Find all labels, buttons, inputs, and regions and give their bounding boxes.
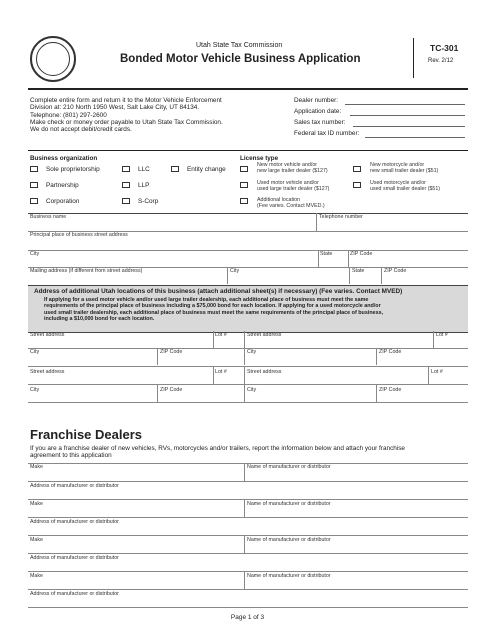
field-rule	[28, 589, 468, 590]
label-line: New motor vehicle and/or	[257, 162, 318, 168]
license-heading: License type	[240, 155, 279, 162]
organization-heading: Business organization	[30, 155, 98, 162]
state-label: State	[320, 251, 333, 257]
manufacturer-address-label: Address of manufacturer or distributor	[30, 483, 119, 489]
field-rule	[28, 213, 468, 214]
label-line: New motorcycle and/or	[370, 162, 425, 168]
sales-tax-number-label: Sales tax number:	[294, 119, 346, 126]
additional-location-label	[257, 198, 325, 210]
field-divider	[244, 384, 245, 402]
page-number: Page 1 of 3	[230, 614, 265, 621]
field-divider	[316, 213, 317, 231]
llc-checkbox[interactable]	[122, 166, 130, 172]
instruction-line: Telephone: (801) 297-2600	[30, 111, 107, 119]
additional-locations-heading: Address of additional Utah locations of this business (attach additional sheet(s) if necessary) (Fee varies. Contact MVED)	[34, 288, 403, 295]
used-motorcycle-label	[370, 181, 440, 193]
used-motor-vehicle-label	[257, 181, 329, 193]
zip-label: ZIP Code	[160, 349, 183, 355]
dealer-number-label: Dealer number:	[294, 97, 339, 104]
additional-location-checkbox[interactable]	[240, 198, 248, 204]
field-divider	[213, 331, 214, 348]
lot-label: Lot #	[436, 332, 448, 338]
s-corp-checkbox[interactable]	[122, 198, 130, 204]
field-rule	[28, 384, 468, 385]
label-line: used small trailer dealer ($51)	[370, 185, 441, 192]
instructions	[30, 97, 290, 134]
lot-label: Lot #	[215, 369, 227, 375]
new-motorcycle-checkbox[interactable]	[353, 166, 361, 172]
make-label: Make	[30, 464, 43, 470]
additional-locations-note	[44, 297, 466, 323]
corporation-label: Corporation	[46, 198, 80, 205]
manufacturer-address-label: Address of manufacturer or distributor	[30, 519, 119, 525]
city-label: City	[247, 387, 257, 393]
used-motor-vehicle-checkbox[interactable]	[240, 182, 248, 188]
partnership-checkbox[interactable]	[30, 182, 38, 188]
field-rule	[28, 366, 468, 367]
franchise-heading: Franchise Dealers	[30, 427, 143, 442]
field-divider	[157, 348, 158, 365]
zip-label: ZIP Code	[379, 349, 402, 355]
make-label: Make	[30, 537, 43, 543]
make-label: Make	[30, 501, 43, 507]
field-rule	[28, 481, 468, 482]
zip-label: ZIP Code	[379, 387, 402, 393]
field-divider	[244, 366, 245, 384]
field-divider	[157, 384, 158, 402]
entity-change-label: Entity change	[187, 166, 226, 173]
field-divider	[381, 267, 382, 284]
field-rule	[28, 517, 468, 518]
instruction-line: Complete entire form and return it to the Motor Vehicle Enforcement	[30, 97, 222, 104]
field-rule	[28, 571, 468, 572]
new-motor-vehicle-label	[257, 163, 328, 175]
field-divider	[244, 571, 245, 589]
field-divider	[428, 366, 429, 384]
dealer-number-field[interactable]	[345, 104, 465, 105]
field-divider	[376, 384, 377, 402]
intro-line: If you are a franchise dealer of new vehicles, RVs, motorcycles and/or trailers, report the information below and attach your franchise	[30, 445, 405, 452]
field-rule	[28, 553, 468, 554]
field-rule	[28, 250, 468, 251]
agency-name: Utah State Tax Commission	[196, 42, 283, 49]
label-line: (Fee varies. Contact MVED.)	[257, 202, 325, 209]
llc-label: LLC	[138, 166, 150, 173]
instruction-line: We do not accept debit/credit cards.	[30, 126, 132, 134]
instruction-line: Make check or money order payable to Utah State Tax Commission.	[30, 119, 223, 127]
manufacturer-name-label: Name of manufacturer or distributor	[247, 537, 331, 543]
note-line: including a $10,000 bond for each location.	[44, 316, 155, 323]
field-divider	[376, 348, 377, 365]
llp-label: LLP	[138, 182, 150, 189]
federal-tax-id-field[interactable]	[365, 137, 465, 138]
principal-address-label: Principal place of business street address	[30, 232, 128, 238]
note-line: If applying for a used motor vehicle and/or used large trailer dealership, each additional place of business must meet the same	[44, 297, 369, 303]
manufacturer-name-label: Name of manufacturer or distributor	[247, 573, 331, 579]
street-address-label: Street address	[247, 369, 282, 375]
note-line: used small trailer dealership, each additional place of business must meet the same requirements of the principal place of business,	[44, 309, 384, 316]
section-rule	[28, 150, 468, 151]
header-rule	[28, 88, 468, 90]
form-revision: Rev. 2/12	[428, 58, 454, 64]
field-divider	[244, 463, 245, 481]
partnership-label: Partnership	[46, 182, 79, 189]
field-divider	[433, 331, 434, 348]
state-seal-inner-icon	[36, 42, 70, 76]
intro-line: agreement to this application	[30, 452, 112, 460]
field-divider	[227, 267, 228, 284]
manufacturer-address-label: Address of manufacturer or distributor	[30, 591, 119, 597]
lot-label: Lot #	[431, 369, 443, 375]
zip-label: ZIP Code	[350, 251, 373, 257]
label-line: Used motorcycle and/or	[370, 180, 426, 186]
header-divider	[413, 38, 414, 78]
street-address-label: Street address	[30, 332, 65, 338]
label-line: used large trailer dealer ($127)	[257, 185, 330, 192]
street-address-label: Street address	[30, 369, 65, 375]
field-rule	[28, 499, 468, 500]
mailing-city-label: City	[230, 268, 240, 274]
field-rule	[28, 607, 468, 608]
note-line: requirements of the principal place of business including a $75,000 bond for each location. If applying for a used motorcycle and/or	[44, 303, 381, 310]
field-divider	[244, 535, 245, 553]
instruction-line: Division at: 210 North 1950 West, Salt Lake City, UT 84134.	[30, 104, 200, 112]
used-motorcycle-checkbox[interactable]	[353, 182, 361, 188]
telephone-label: Telephone number	[319, 214, 363, 220]
entity-change-checkbox[interactable]	[171, 166, 179, 172]
field-rule	[28, 535, 468, 536]
llp-checkbox[interactable]	[122, 182, 130, 188]
field-divider	[213, 366, 214, 384]
city-label: City	[30, 387, 40, 393]
manufacturer-address-label: Address of manufacturer or distributor	[30, 555, 119, 561]
mailing-address-label: Mailing address (if different from street address)	[30, 268, 143, 274]
sole-proprietorship-checkbox[interactable]	[30, 166, 38, 172]
business-name-label: Business name	[30, 214, 67, 220]
application-date-label: Application date:	[294, 108, 342, 115]
mailing-state-label: State	[352, 268, 365, 274]
field-divider	[244, 348, 245, 365]
manufacturer-name-label: Name of manufacturer or distributor	[247, 464, 331, 470]
label-line: new small trailer dealer ($51)	[370, 167, 439, 174]
sales-tax-number-field[interactable]	[353, 126, 465, 127]
form-title: Bonded Motor Vehicle Business Application	[120, 53, 361, 65]
label-line: Used motor vehicle and/or	[257, 180, 319, 186]
lot-label: Lot #	[215, 332, 227, 338]
new-motorcycle-label	[370, 163, 438, 175]
field-divider	[349, 267, 350, 284]
application-date-field[interactable]	[350, 115, 465, 116]
mailing-zip-label: ZIP Code	[384, 268, 407, 274]
street-address-label: Street address	[247, 332, 282, 338]
city-label: City	[247, 349, 257, 355]
s-corp-label: S-Corp	[138, 198, 159, 205]
franchise-intro	[30, 445, 470, 460]
new-motor-vehicle-checkbox[interactable]	[240, 166, 248, 172]
field-divider	[348, 250, 349, 267]
label-line: new large trailer dealer ($127)	[257, 167, 328, 174]
field-rule	[28, 402, 468, 403]
field-divider	[244, 499, 245, 517]
corporation-checkbox[interactable]	[30, 198, 38, 204]
field-divider	[318, 250, 319, 267]
make-label: Make	[30, 573, 43, 579]
label-line: Additional location	[257, 197, 300, 203]
field-divider	[244, 331, 245, 348]
city-label: City	[30, 251, 40, 257]
federal-tax-id-label: Federal tax ID number:	[294, 130, 360, 137]
manufacturer-name-label: Name of manufacturer or distributor	[247, 501, 331, 507]
sole-proprietorship-label: Sole proprietorship	[46, 166, 100, 173]
zip-label: ZIP Code	[160, 387, 183, 393]
form-number: TC-301	[430, 43, 459, 53]
city-label: City	[30, 349, 40, 355]
